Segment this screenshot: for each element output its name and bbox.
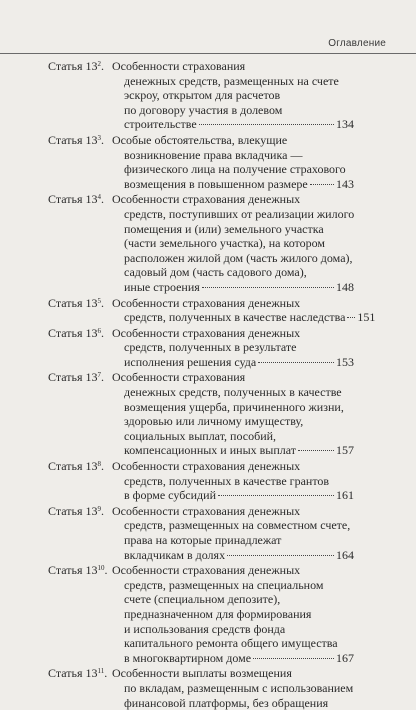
- toc-entry[interactable]: [48, 58, 354, 132]
- dot-leader: [258, 362, 334, 363]
- dot-leader: [347, 317, 355, 318]
- entry-title-line: средств, размещенных на совместном счете,: [124, 518, 351, 533]
- entry-title-line: Особенности страхования: [112, 370, 246, 385]
- page-number[interactable]: 143: [336, 176, 354, 191]
- article-superscript: 11: [97, 667, 105, 676]
- entry-title-line: и использования средств фонда: [124, 621, 286, 636]
- entry-title-line: возмещения в повышенном размере: [124, 176, 308, 191]
- page-number[interactable]: 134: [336, 117, 354, 132]
- entry-title: [112, 295, 376, 325]
- entry-last-line: [112, 651, 354, 666]
- page-number[interactable]: 153: [336, 354, 354, 369]
- entry-title: [112, 666, 354, 710]
- entry-title-line: садовый дом (часть садового дома),: [124, 265, 307, 280]
- page-header: [0, 0, 416, 58]
- page-number[interactable]: 161: [336, 488, 354, 503]
- entry-title: [112, 133, 354, 191]
- entry-title-line: возникновение права вкладчика —: [124, 147, 303, 162]
- toc-entry[interactable]: [48, 191, 354, 294]
- entry-title-line: по вкладам, размещенным с использованием: [124, 680, 354, 695]
- running-header-title: Оглавление: [328, 38, 386, 49]
- entry-title-line: Особенности выплаты возмещения: [112, 666, 292, 681]
- entry-title-line: иные строения: [124, 279, 200, 294]
- entry-title: [112, 459, 354, 503]
- entry-title-line: помещения и (или) земельного участка: [124, 221, 324, 236]
- entry-title-line: капитального ремонта общего имущества: [124, 636, 338, 651]
- article-label: Статья 13: [48, 370, 98, 385]
- article-label: Статья 13: [48, 295, 98, 310]
- entry-title-line: эскроу, открытом для расчетов: [124, 88, 281, 103]
- entry-title-line: исполнения решения суда: [124, 354, 257, 369]
- entry-title-line: денежных средств, размещенных на счете: [124, 73, 339, 88]
- article-number: Статья $13^6$.: [48, 325, 104, 340]
- entry-title-line: возмещения ущерба, причиненного жизни,: [124, 399, 344, 414]
- article-label: Статья 13: [48, 563, 98, 578]
- article-superscript: 5: [97, 296, 101, 305]
- entry-title-line: по договору участия в долевом: [124, 102, 283, 117]
- article-label: Статья 13: [48, 192, 98, 207]
- entry-title-line: счете (специальном депозите),: [124, 592, 281, 607]
- entry-title: [112, 370, 354, 458]
- entry-title-line: средств, полученных в результате: [124, 340, 297, 355]
- article-superscript: 7: [97, 371, 101, 380]
- entry-title-line: Особенности страхования денежных: [112, 295, 301, 310]
- article-superscript: 8: [97, 460, 101, 469]
- article-number: Статья $13^{10}$.: [48, 563, 108, 578]
- entry-title-line: средств, размещенных на специальном: [124, 577, 324, 592]
- entry-title-line: Особые обстоятельства, влекущие: [112, 132, 288, 147]
- article-number: Статья $13^3$.: [48, 132, 104, 147]
- article-number: Статья $13^5$.: [48, 295, 104, 310]
- dot-leader: [202, 287, 334, 288]
- entry-last-line: [112, 310, 376, 325]
- entry-title-line: в многоквартирном доме: [124, 650, 252, 665]
- dot-leader: [310, 184, 334, 185]
- page-number[interactable]: 148: [336, 279, 354, 294]
- article-number: Статья $13^2$.: [48, 59, 104, 73]
- article-label: Статья 13: [48, 666, 98, 681]
- entry-title-line: физического лица на получение страхового: [124, 162, 346, 177]
- toc-entry[interactable]: [48, 458, 354, 503]
- entry-title: [112, 563, 354, 665]
- entry-title-line: Особенности страхования денежных: [112, 503, 301, 518]
- article-superscript: 3: [97, 133, 101, 142]
- page-number[interactable]: 164: [336, 547, 354, 562]
- entry-title-line: социальных выплат, пособий,: [124, 428, 277, 443]
- table-of-contents: [48, 58, 376, 710]
- entry-title-line: средств, полученных в качестве наследства: [124, 310, 346, 325]
- article-label: Статья 13: [48, 325, 98, 340]
- entry-title-line: строительстве: [124, 117, 197, 132]
- entry-title: [112, 59, 354, 132]
- article-label: Статья 13: [48, 459, 98, 474]
- entry-title-line: расположен жилой дом (часть жилого дома),: [124, 250, 353, 265]
- toc-entry[interactable]: [48, 325, 354, 370]
- page-number[interactable]: 157: [336, 443, 354, 458]
- dot-leader: [218, 495, 334, 496]
- entry-title-line: Особенности страхования денежных: [112, 325, 301, 340]
- entry-title-line: Особенности страхования: [112, 59, 246, 73]
- entry-last-line: [112, 280, 354, 295]
- entry-title-line: вкладчикам в долях: [124, 547, 226, 562]
- article-number: Статья $13^4$.: [48, 192, 104, 207]
- entry-last-line: [112, 117, 354, 132]
- toc-entry[interactable]: [48, 665, 354, 710]
- entry-title-line: здоровью или личному имуществу,: [124, 414, 304, 429]
- entry-last-line: [112, 177, 354, 192]
- entry-last-line: [112, 548, 354, 563]
- page-number[interactable]: 167: [336, 650, 354, 665]
- toc-entry[interactable]: [48, 562, 354, 665]
- toc-entry[interactable]: [48, 132, 354, 191]
- entry-title-line: компенсационных и иных выплат: [124, 443, 297, 458]
- entry-title: [112, 504, 354, 562]
- article-superscript: 2: [97, 60, 101, 68]
- page-number[interactable]: 151: [357, 310, 376, 325]
- article-number: Статья $13^7$.: [48, 370, 104, 385]
- entry-title-line: в форме субсидий: [124, 488, 216, 503]
- toc-entry[interactable]: [48, 369, 354, 458]
- entry-title-line: (части земельного участка), на котором: [124, 236, 326, 251]
- entry-title-line: предназначенном для формирования: [124, 606, 312, 621]
- dot-leader: [253, 658, 334, 659]
- entry-title: [112, 326, 354, 370]
- entry-title-line: права на которые принадлежат: [124, 533, 282, 547]
- article-number: Статья $13^{11}$.: [48, 666, 108, 681]
- entry-title-line: Особенности страхования денежных: [112, 192, 301, 207]
- article-superscript: 6: [97, 326, 101, 335]
- entry-last-line: [112, 488, 354, 503]
- entry-title-line: денежных средств, полученных в качестве: [124, 385, 342, 400]
- dot-leader: [227, 555, 334, 556]
- article-number: Статья $13^9$.: [48, 503, 104, 518]
- entry-title-line: средств, поступивших от реализации жилого: [124, 206, 355, 221]
- entry-title: [112, 192, 354, 294]
- article-label: Статья 13: [48, 59, 98, 73]
- article-label: Статья 13: [48, 503, 98, 518]
- entry-title-line: Особенности страхования денежных: [112, 563, 301, 578]
- entry-last-line: [112, 443, 354, 458]
- article-superscript: 4: [97, 193, 101, 202]
- entry-title-line: средств, полученных в качестве грантов: [124, 473, 330, 488]
- header-divider: [0, 53, 416, 54]
- toc-entry[interactable]: [48, 295, 376, 325]
- entry-title-line: Особенности страхования денежных: [112, 459, 301, 474]
- entry-last-line: [112, 355, 354, 370]
- article-superscript: 9: [97, 504, 101, 513]
- article-label: Статья 13: [48, 132, 98, 147]
- dot-leader: [199, 124, 334, 125]
- article-superscript: 10: [97, 564, 105, 573]
- entry-title-line: финансовой платформы, без обращения: [124, 695, 329, 710]
- toc-entry[interactable]: [48, 503, 354, 562]
- dot-leader: [298, 450, 334, 451]
- article-number: Статья $13^8$.: [48, 459, 104, 474]
